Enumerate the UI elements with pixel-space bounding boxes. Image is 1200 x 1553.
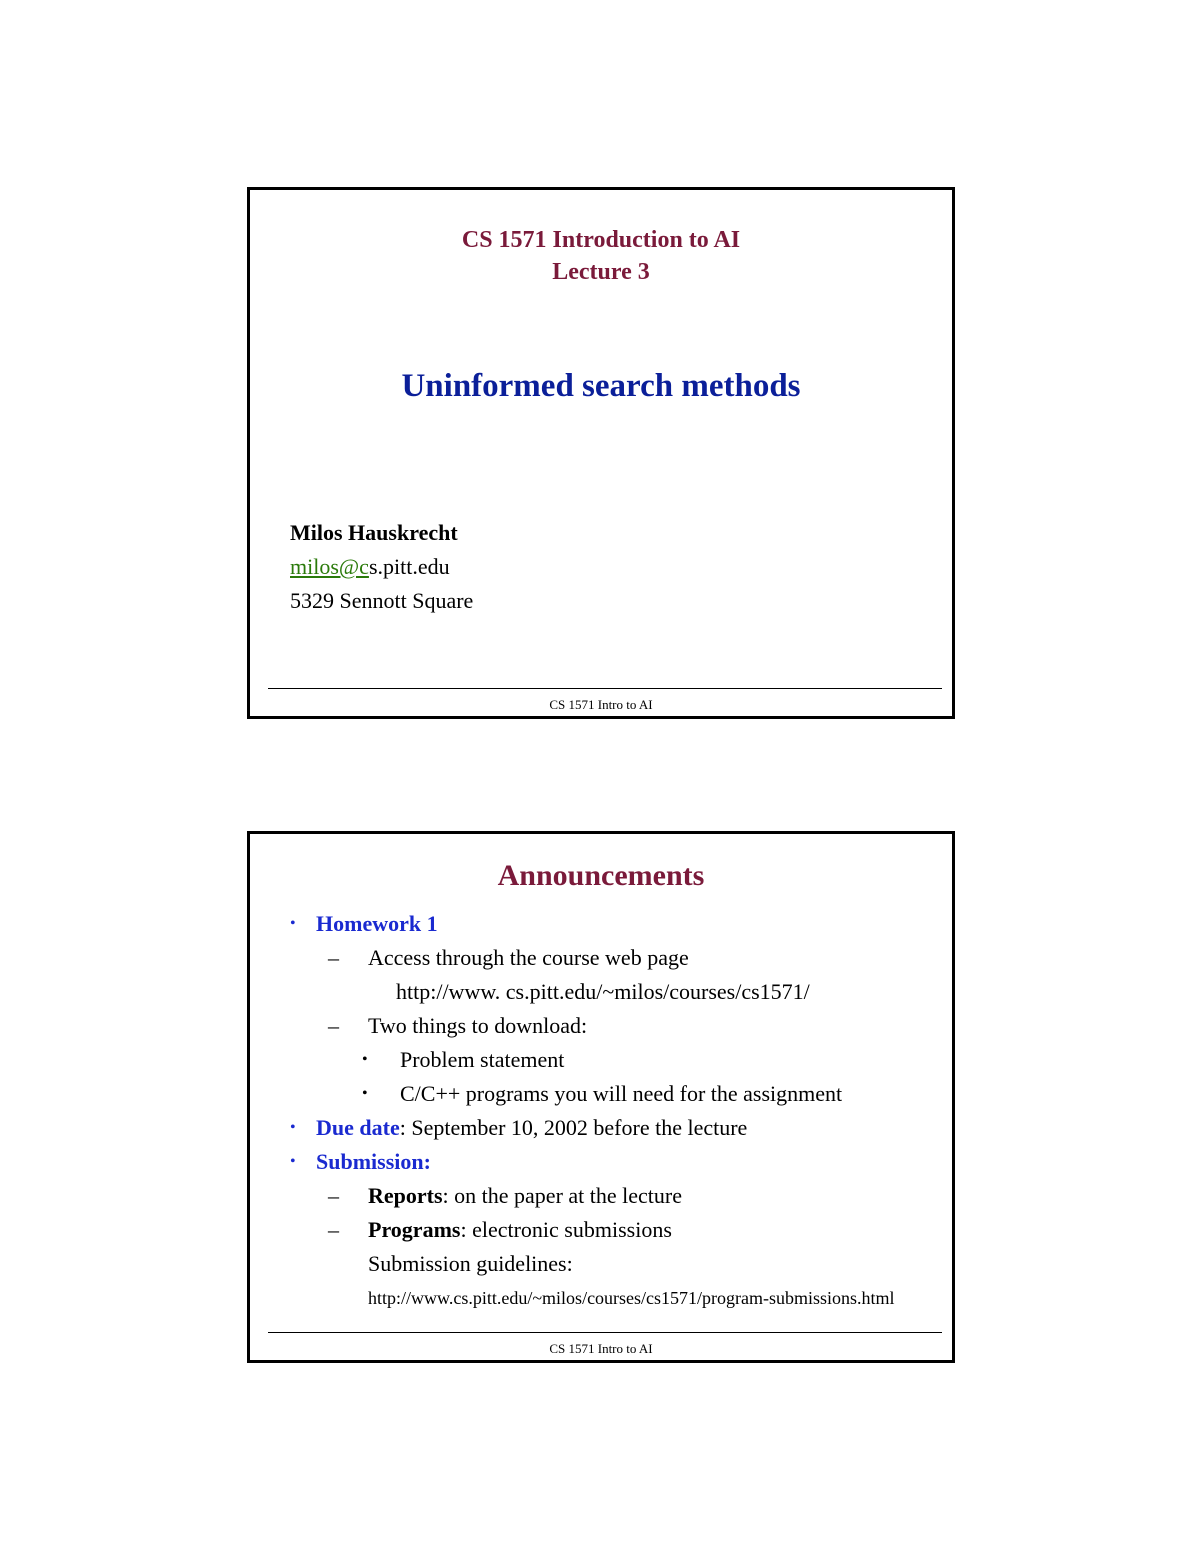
- list-item-guidelines: [290, 1247, 942, 1281]
- footer-divider: [268, 1332, 942, 1333]
- dash-icon: –: [328, 1183, 339, 1208]
- footer-divider: [268, 688, 942, 689]
- lecture-title: Uninformed search methods: [401, 368, 801, 404]
- guidelines-url[interactable]: http://www.cs.pitt.edu/~milos/courses/cs1571/program-submissions.html: [368, 1288, 895, 1308]
- bullet-icon: •: [290, 1153, 296, 1170]
- dash-icon: –: [328, 1217, 339, 1242]
- author-name: Milos Hauskrecht: [290, 520, 458, 545]
- slide-announcements: [247, 831, 955, 1363]
- bullet-icon: •: [290, 915, 296, 932]
- reports-text: : on the paper at the lecture: [442, 1183, 682, 1208]
- course-name: CS 1571 Introduction to AI: [461, 227, 741, 253]
- guidelines-label: Submission guidelines:: [368, 1251, 573, 1276]
- author-block: [290, 516, 473, 618]
- slide-footer: CS 1571 Intro to AI: [549, 697, 653, 712]
- homework-label: Homework 1: [316, 911, 438, 936]
- bullet-icon: •: [362, 1085, 368, 1102]
- programs-label: Programs: [368, 1217, 461, 1242]
- list-item-homework: [290, 907, 942, 941]
- office-location: 5329 Sennott Square: [290, 588, 474, 613]
- announcement-list: [290, 907, 942, 1315]
- lecture-number: Lecture 3: [552, 259, 650, 285]
- programs-needed-text: C/C++ programs you will need for the assignment: [400, 1081, 843, 1106]
- list-item-due-date: [290, 1111, 942, 1145]
- list-item-reports: [290, 1179, 942, 1213]
- due-date-text: : September 10, 2002 before the lecture: [399, 1115, 748, 1140]
- programs-text: : electronic submissions: [460, 1217, 672, 1242]
- announcements-title: Announcements: [497, 859, 705, 892]
- email-domain: s.pitt.edu: [368, 554, 450, 579]
- access-text: Access through the course web page: [368, 945, 689, 970]
- slide-footer: CS 1571 Intro to AI: [549, 1341, 653, 1356]
- submission-label: Submission:: [316, 1149, 431, 1174]
- list-item-submission: [290, 1145, 942, 1179]
- slide-title: [247, 187, 955, 719]
- reports-label: Reports: [368, 1183, 443, 1208]
- problem-statement-text: Problem statement: [400, 1047, 565, 1072]
- list-item-guidelines-url: [290, 1281, 942, 1315]
- list-item-problem-statement: [290, 1043, 942, 1077]
- dash-icon: –: [328, 1013, 339, 1038]
- bullet-icon: •: [290, 1119, 296, 1136]
- dash-icon: –: [328, 945, 339, 970]
- list-item-programs-needed: [290, 1077, 942, 1111]
- bullet-icon: •: [362, 1051, 368, 1068]
- author-email: [290, 550, 473, 584]
- course-url[interactable]: http://www. cs.pitt.edu/~milos/courses/cs1571/: [396, 979, 810, 1004]
- downloads-text: Two things to download:: [368, 1013, 588, 1038]
- course-heading: [250, 224, 952, 288]
- email-link[interactable]: milos@c: [290, 554, 369, 579]
- list-item-downloads: [290, 1009, 942, 1043]
- due-date-label: Due date: [316, 1115, 400, 1140]
- list-item-course-url: [290, 975, 942, 1009]
- list-item-access: [290, 941, 942, 975]
- list-item-programs: [290, 1213, 942, 1247]
